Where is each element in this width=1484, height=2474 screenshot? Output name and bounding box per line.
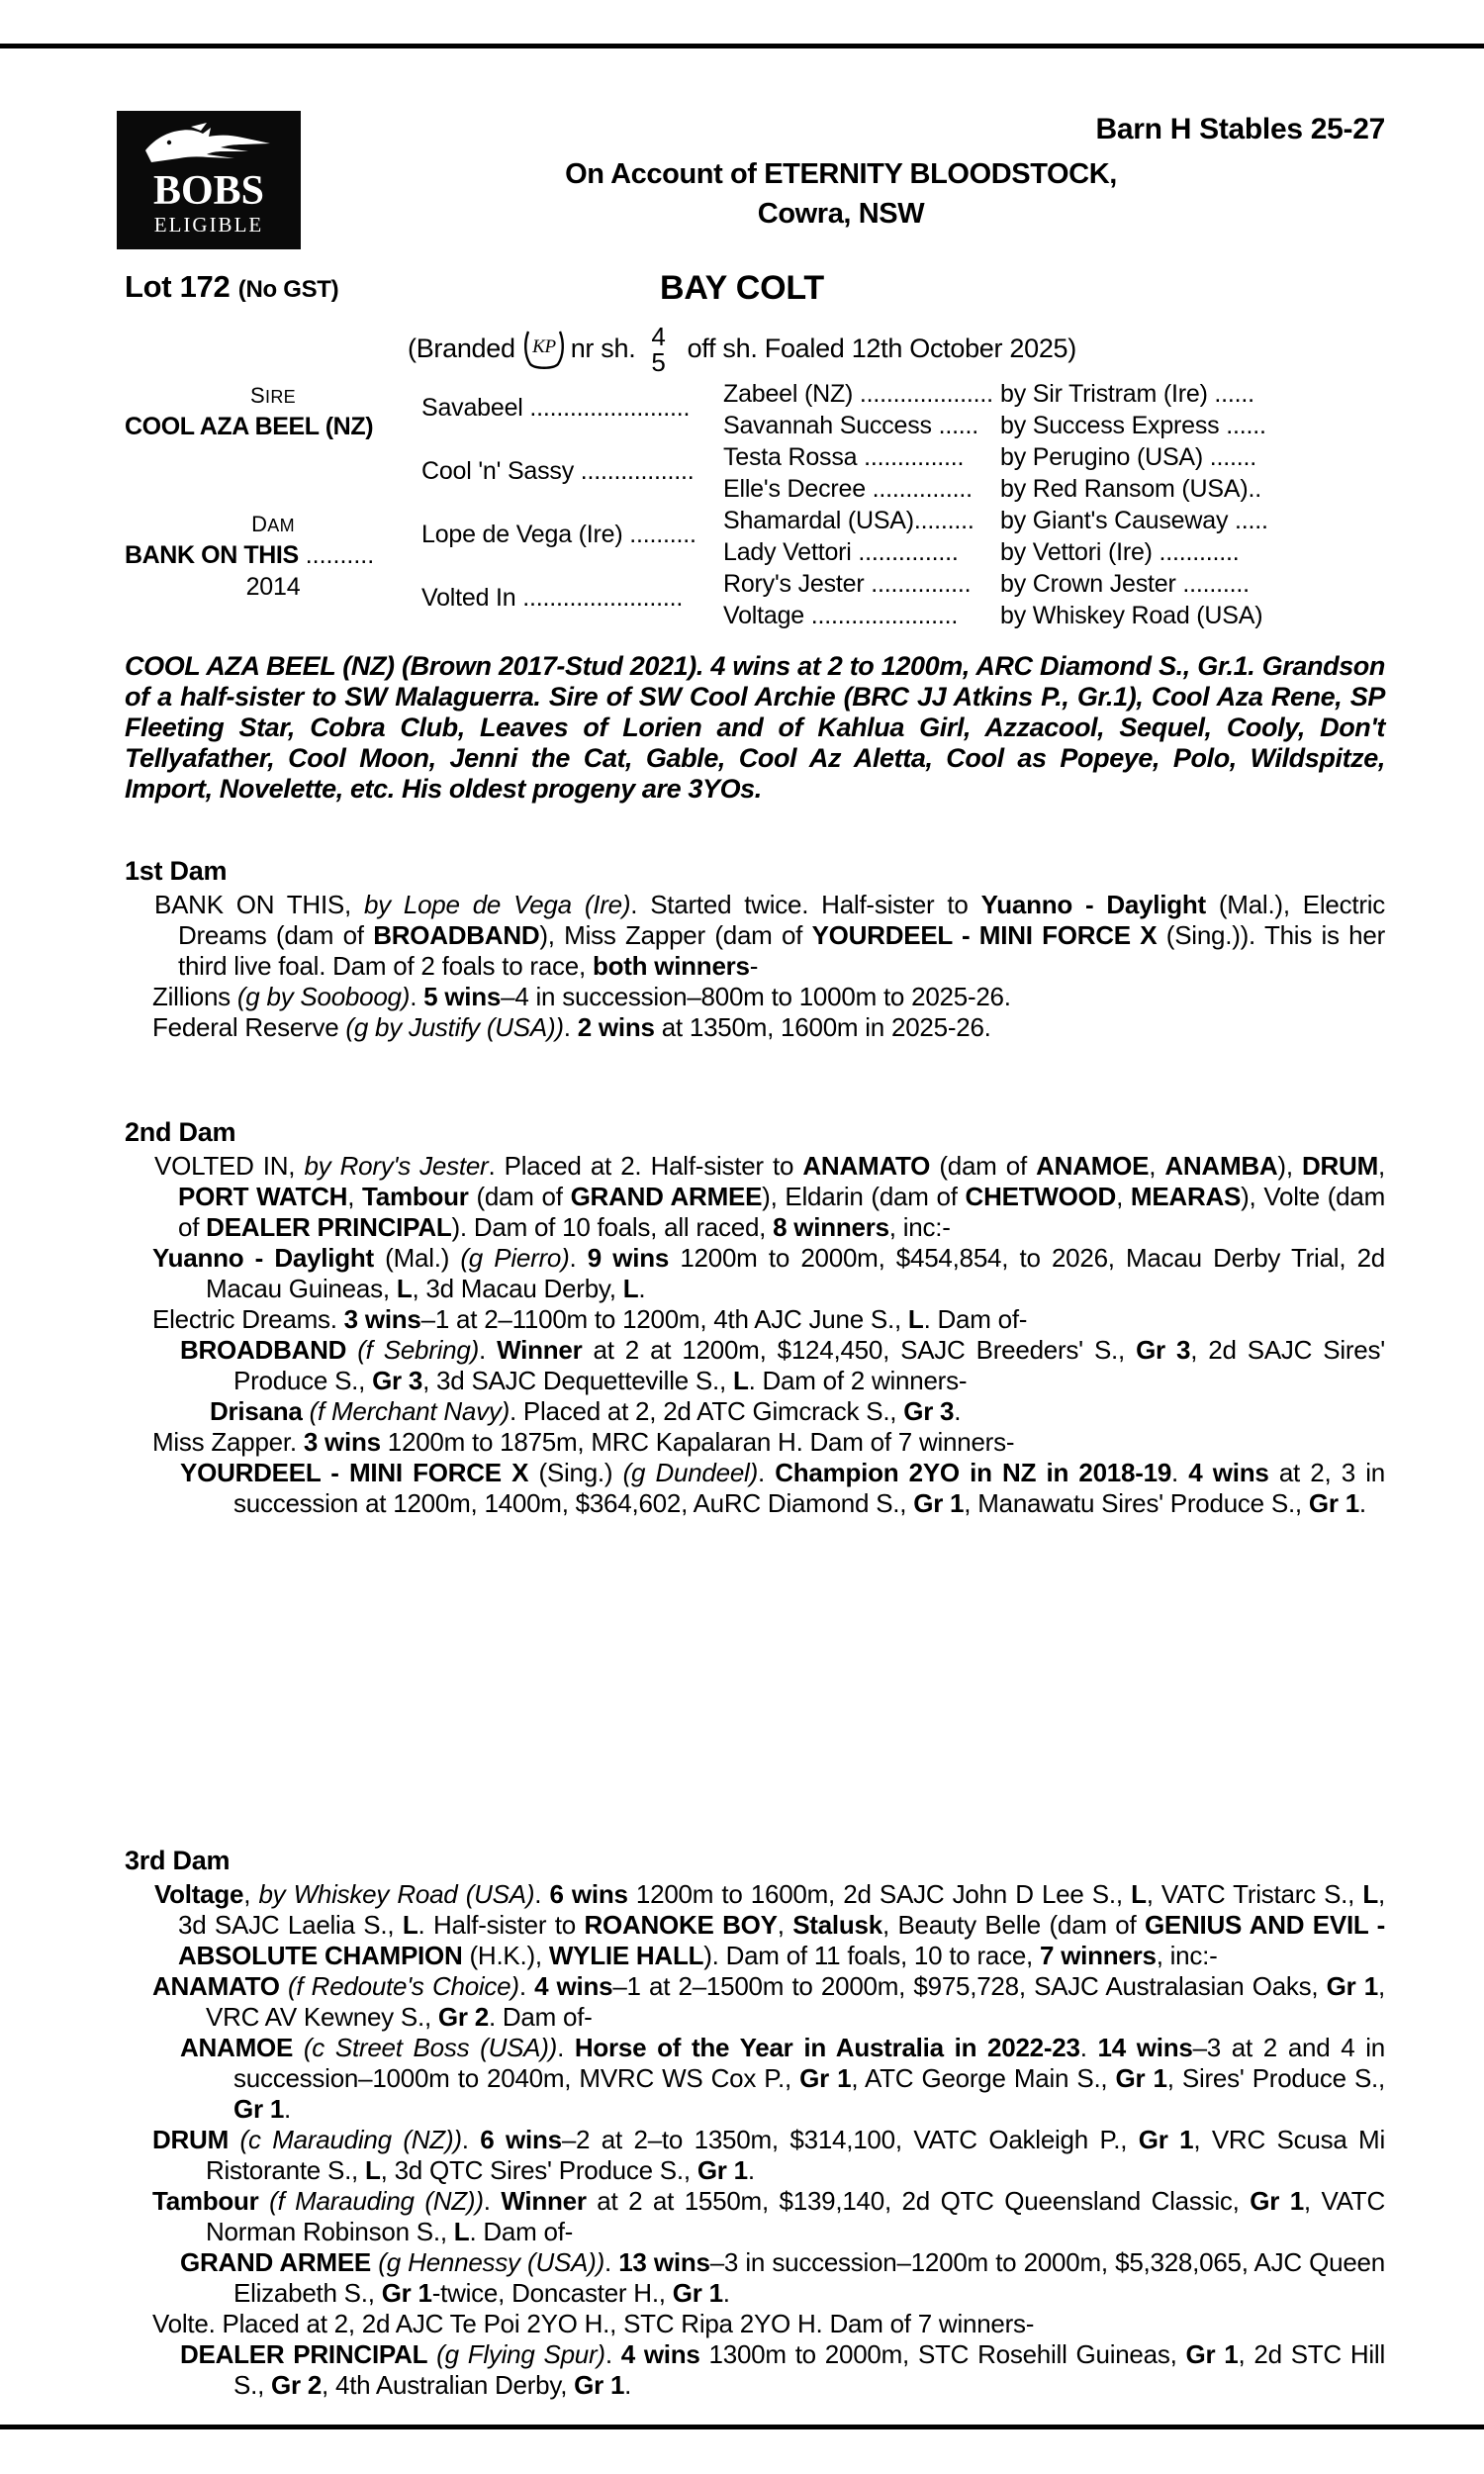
bobs-eligible-logo [117,111,301,249]
pedigree-entry: BANK ON THIS, by Lope de Vega (Ire). Started twice. Half-sister to Yuanno - Daylight (Mal.), Electric Dreams (dam of BROADBAND), Miss Zapper (dam of YOURDEEL - MINI FORCE X (Sing.)). This is her third live foal. Dam of 2 foals to race, both winners- [154,890,1386,981]
first-dam-heading: 1st Dam [125,856,228,886]
gen4-cell: by Whiskey Road (USA) [1000,602,1263,629]
pedigree-entry: VOLTED IN, by Rory's Jester. Placed at 2. Half-sister to ANAMATO (dam of ANAMOE, ANAMBA), DRUM, PORT WATCH, Tambour (dam of GRAND ARMEE), Eldarin (dam of CHETWOOD, MEARAS), Volte (dam of DEALER PRINCIPAL). Dam of 10 foals, all raced, 8 winners, inc:- [154,1151,1385,1242]
account-line-2: Cowra, NSW [757,198,925,230]
first-dam-entries [125,890,1385,1043]
pedigree-entry: Electric Dreams. 3 wins–1 at 2–1100m to 1200m, 4th AJC June S., L. Dam of- [152,1304,1028,1334]
branding-line [0,322,1484,377]
pedigree-entry: Federal Reserve (g by Justify (USA)). 2 wins at 1350m, 1600m in 2025-26. [152,1012,991,1042]
barn-stables-label: Barn H Stables 25-27 [1095,113,1385,145]
gen3-cell: Testa Rossa ............... [723,443,965,471]
pedigree-entry: ANAMOE (c Street Boss (USA)). Horse of the Year in Australia in 2022-23. 14 wins–3 at 2 and 4 in succession–1000m to 2040m, MVRC WS Cox P., Gr 1, ATC George Main S., Gr 1, Sires' Produce S., Gr 1. [180,2033,1386,2124]
pedigree-entry: Drisana (f Merchant Navy). Placed at 2, 2d ATC Gimcrack S., Gr 3. [210,1396,962,1426]
pedigree-entry: BROADBAND (f Sebring). Winner at 2 at 1200m, $124,450, SAJC Breeders' S., Gr 3, 2d SAJC Sires' Produce S., Gr 3, 3d SAJC Dequetteville S., L. Dam of 2 winners- [180,1335,1385,1395]
pedigree-entry: GRAND ARMEE (g Hennessy (USA)). 13 wins–3 in succession–1200m to 2000m, $5,328,065, AJC Queen Elizabeth S., Gr 1-twice, Doncaster H., Gr 1. [180,2247,1385,2308]
second-dam-section [125,1114,1385,1519]
svg-text:KP: KP [531,336,556,357]
dam-block [125,511,421,603]
gen4-cell: by Perugino (USA) ....... [1000,443,1256,471]
pedigree-col-gen3 [723,378,1000,635]
dam-year: 2014 [245,573,301,601]
gen4-cell: by Red Ransom (USA).. [1000,475,1261,503]
gen4-cell: by Vettori (Ire) ............ [1000,538,1240,566]
gen3-cell: Elle's Decree ............... [723,475,973,503]
gen3-cell: Rory's Jester ............... [723,570,972,598]
sire-description: COOL AZA BEEL (NZ) (Brown 2017-Stud 2021). 4 wins at 2 to 1200m, ARC Diamond S., Gr.1. Grandson of a half-sister to SW Malaguerra. Sire of SW Cool Archie (BRC JJ Atkins P., Gr.1), Cool Aza Rene, SP Fleeting Star, Cobra Club, Leaves of Lorien and of Kahlua Girl, Azzacool, Sequel, Cooly, Don't Tellyafather, Cool Moon, Jenni the Cat, Gable, Cool Az Aletta, Cool as Popeye, Polo, Wildspitze, Import, Novelette, etc. His oldest progeny are 3YOs. [125,651,1385,804]
dam-label: DAM [251,512,295,536]
sire-label: SIRE [250,383,296,408]
gen3-cell: Shamardal (USA)......... [723,507,974,534]
gen3-cell: Savannah Success ...... [723,412,979,439]
third-dam-entries [125,1879,1385,2401]
gen3-cell: Zabeel (NZ) .................... [723,380,993,408]
top-rule [0,44,1484,48]
brand-fraction-numerator: 4 [651,322,666,351]
gen2-cell: Lope de Vega (Ire) .......... [421,521,696,548]
gen2-cell: Volted In ........................ [421,584,684,612]
pedigree-entry: Zillions (g by Sooboog). 5 wins–4 in succession–800m to 1000m to 2025-26. [152,982,1011,1011]
bobs-logo-subtitle: ELIGIBLE [153,213,264,237]
horse-head-icon [139,121,278,168]
brand-suffix-text: off sh. Foaled 12th October 2025) [687,333,1076,363]
first-dam-section [125,853,1385,1043]
lot-line [0,269,1484,317]
brand-prefix-text: (Branded [408,333,515,363]
pedigree-col-parents [125,378,421,635]
pedigree-entry: ANAMATO (f Redoute's Choice). 4 wins–1 at 2–1500m to 2000m, $975,728, SAJC Australasian Oaks, Gr 1, VRC AV Kewney S., Gr 2. Dam of- [152,1971,1385,2032]
pedigree-entry: Yuanno - Daylight (Mal.) (g Pierro). 9 wins 1200m to 2000m, $454,854, to 2026, Macau Derby Trial, 2d Macau Guineas, L, 3d Macau Derby, L. [152,1243,1385,1303]
pedigree-entry: YOURDEEL - MINI FORCE X (Sing.) (g Dundeel). Champion 2YO in NZ in 2018-19. 4 wins at 2, 3 in succession at 1200m, 1400m, $364,602, AuRC Diamond S., Gr 1, Manawatu Sires' Produce S., Gr 1. [180,1458,1385,1518]
kp-brand-symbol-icon [521,328,567,369]
pedigree-col-gen2 [421,378,723,635]
gen4-cell: by Sir Tristram (Ire) ...... [1000,380,1254,408]
gen4-cell: by Crown Jester .......... [1000,570,1250,598]
pedigree-entry: Miss Zapper. 3 wins 1200m to 1875m, MRC Kapalaran H. Dam of 7 winners- [152,1427,1015,1457]
pedigree-table [125,378,1385,635]
pedigree-entry: Tambour (f Marauding (NZ)). Winner at 2 at 1550m, $139,140, 2d QTC Queensland Classic, Gr 1, VATC Norman Robinson S., L. Dam of- [152,2186,1385,2246]
dam-name: BANK ON THIS .......... [125,541,375,569]
pedigree-entry: DEALER PRINCIPAL (g Flying Spur). 4 wins 1300m to 2000m, STC Rosehill Guineas, Gr 1, 2d STC Hill S., Gr 2, 4th Australian Derby, Gr 1. [180,2339,1385,2400]
page-header [0,99,1484,267]
gen3-cell: Voltage ...................... [723,602,959,629]
bottom-rule [0,2425,1484,2429]
account-line-1: On Account of ETERNITY BLOODSTOCK, [565,158,1117,190]
gen4-cell: by Success Express ...... [1000,412,1266,439]
page-title: BAY COLT [660,269,824,307]
brand-mid-text: nr sh. [570,333,636,363]
brand-fraction-denominator: 5 [651,347,666,377]
lot-number: Lot 172 [125,269,231,304]
pedigree-entry: Volte. Placed at 2, 2d AJC Te Poi 2YO H., STC Ripa 2YO H. Dam of 7 winners- [152,2309,1035,2338]
gen2-cell: Cool 'n' Sassy ................. [421,457,695,485]
brand-fraction [651,324,665,375]
gen3-cell: Lady Vettori ............... [723,538,959,566]
pedigree-col-gen4 [1000,378,1386,635]
sire-block [125,382,421,442]
lot-gst-note: (No GST) [237,276,339,303]
second-dam-heading: 2nd Dam [125,1117,236,1147]
second-dam-entries [125,1151,1385,1519]
sire-name: COOL AZA BEEL (NZ) [125,413,374,440]
third-dam-section [125,1843,1385,2401]
pedigree-entry: Voltage, by Whiskey Road (USA). 6 wins 1200m to 1600m, 2d SAJC John D Lee S., L, VATC Tristarc S., L, 3d SAJC Laelia S., L. Half-sister to ROANOKE BOY, Stalusk, Beauty Belle (dam of GENIUS AND EVIL - ABSOLUTE CHAMPION (H.K.), WYLIE HALL). Dam of 11 foals, 10 to race, 7 winners, inc:- [154,1879,1385,1970]
gen4-cell: by Giant's Causeway ..... [1000,507,1268,534]
bobs-logo-word: BOBS [152,168,265,214]
pedigree-entry: DRUM (c Marauding (NZ)). 6 wins–2 at 2–to 1350m, $314,100, VATC Oakleigh P., Gr 1, VRC Scusa Mi Ristorante S., L, 3d QTC Sires' Produce S., Gr 1. [152,2125,1385,2185]
account-block [297,154,1385,234]
third-dam-heading: 3rd Dam [125,1846,231,1875]
gen2-cell: Savabeel ........................ [421,394,691,422]
